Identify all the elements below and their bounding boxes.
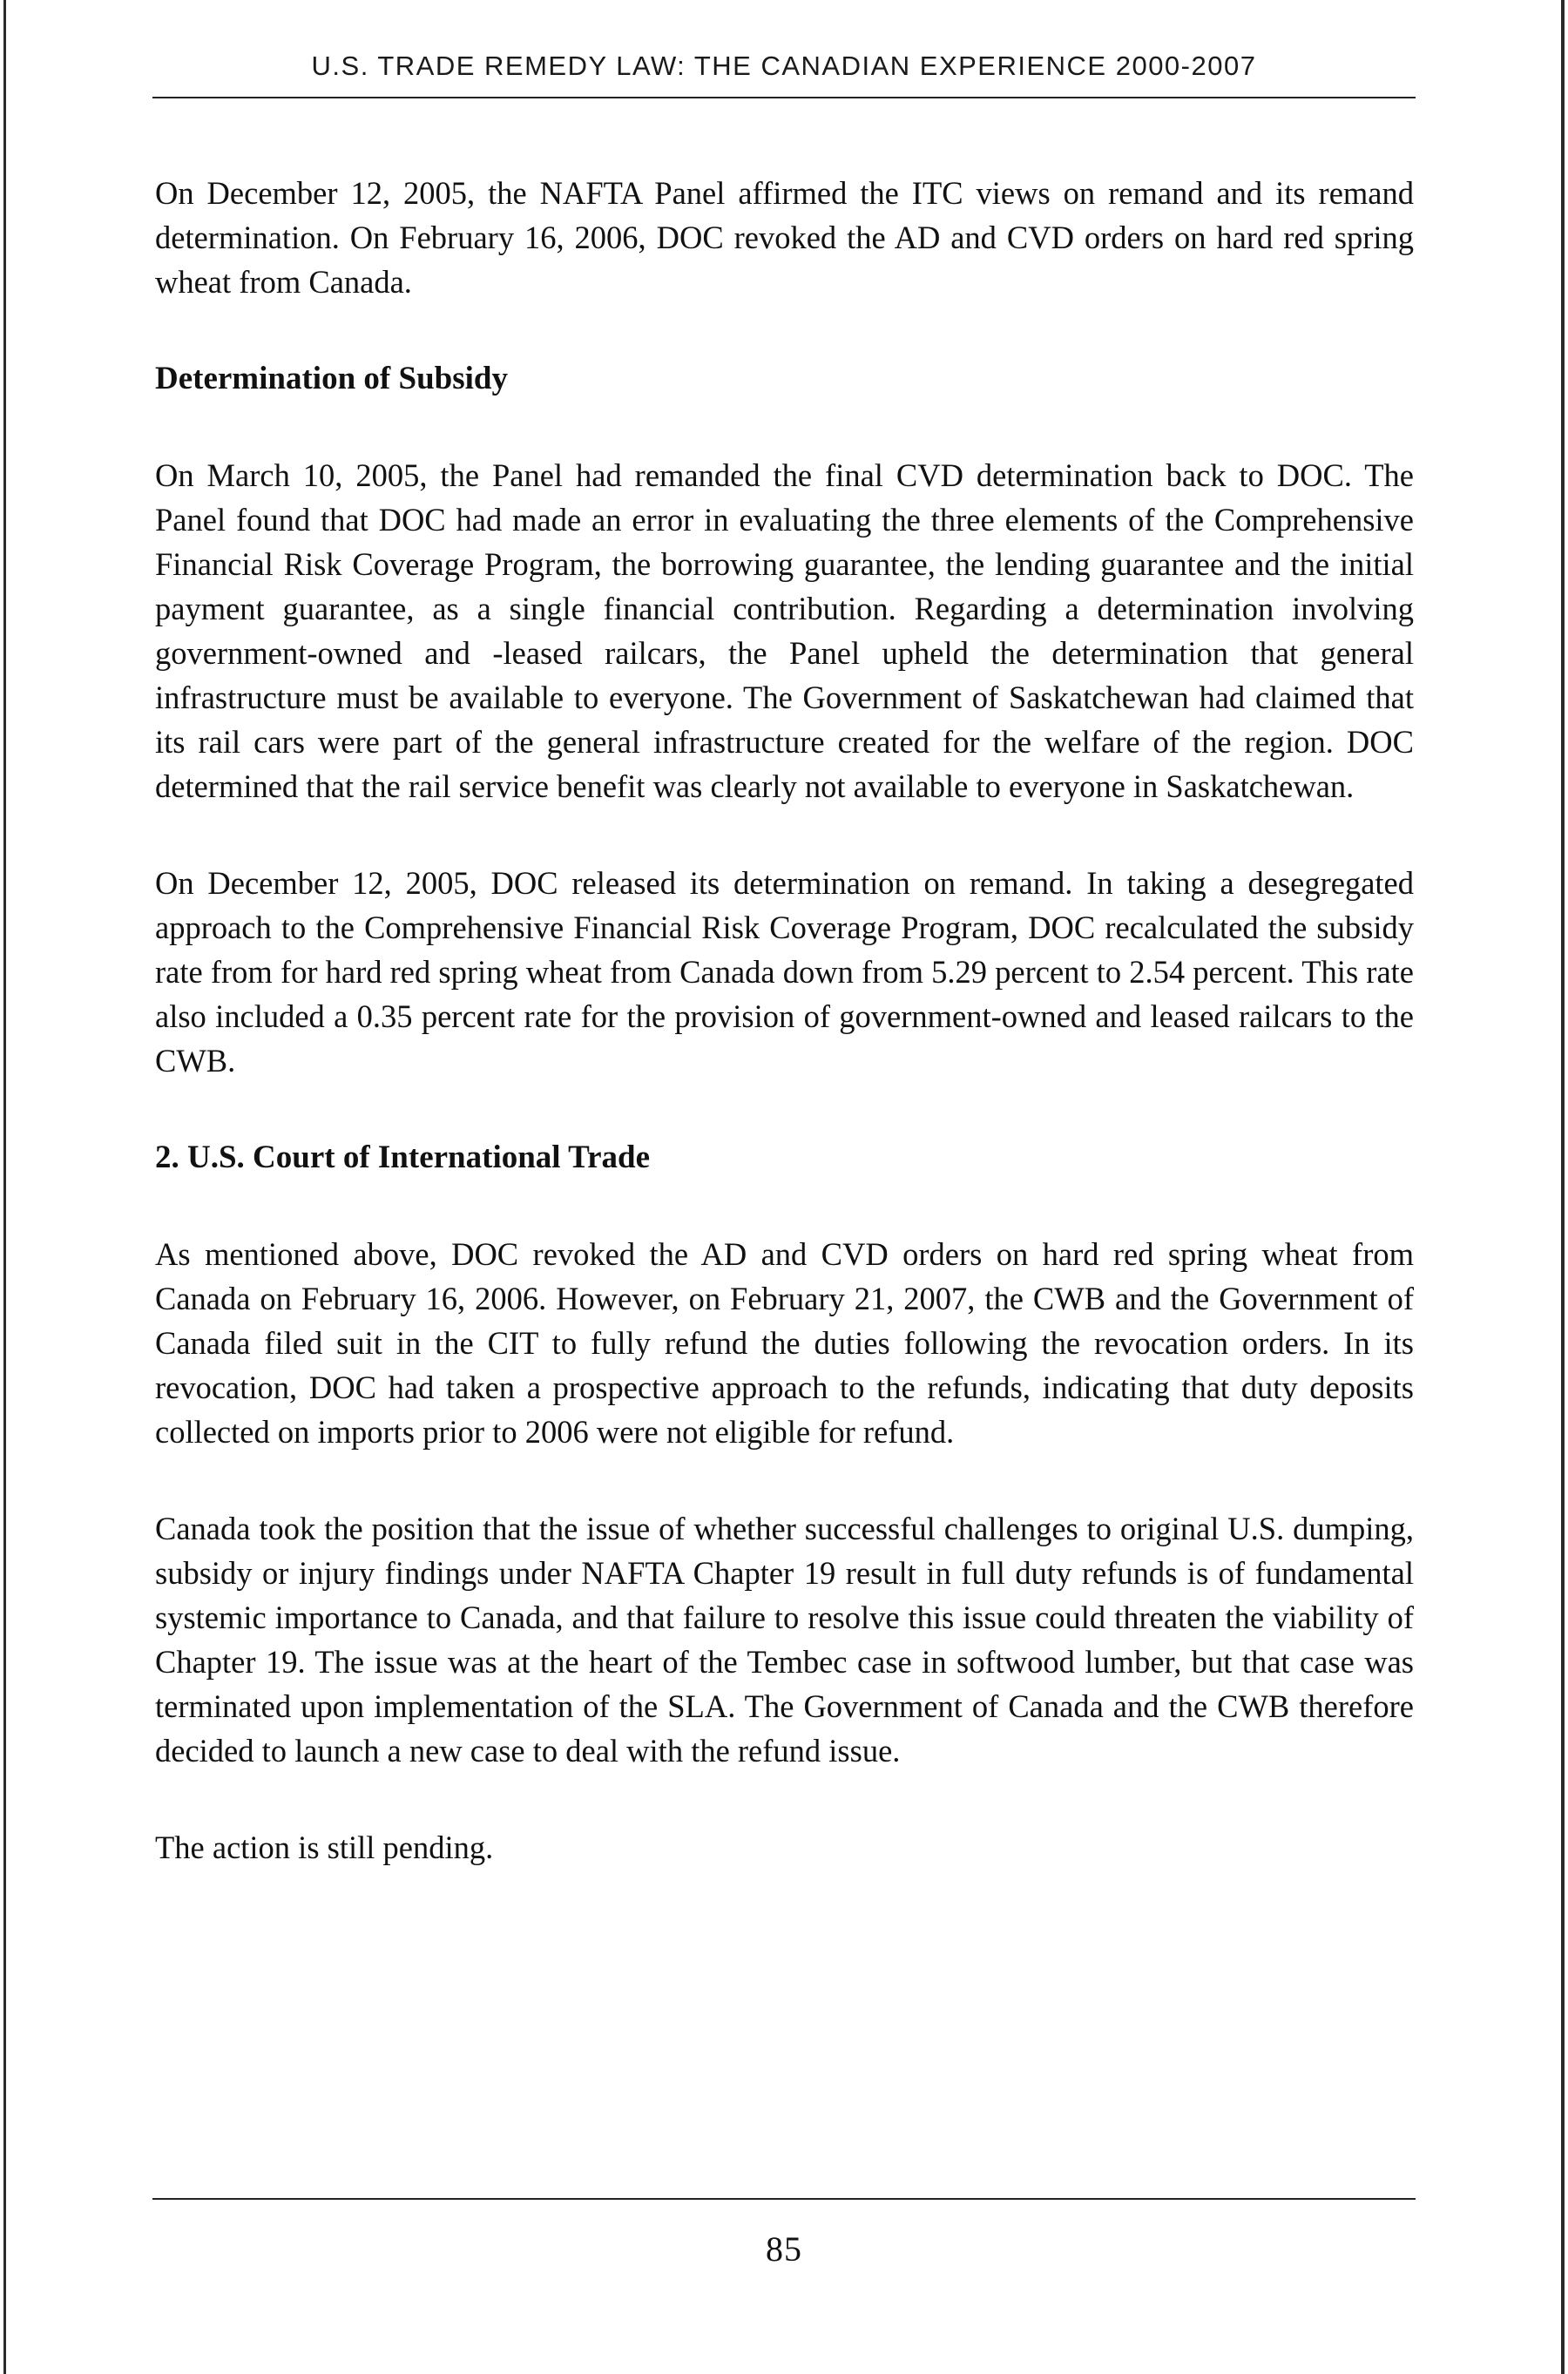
section-heading-determination-of-subsidy: Determination of Subsidy xyxy=(155,361,508,396)
page-body xyxy=(155,171,1414,1922)
scan-right-edge xyxy=(1561,0,1565,2374)
section-heading-court-of-international-trade: 2. U.S. Court of International Trade xyxy=(155,1140,651,1175)
paragraph-panel-remand: On March 10, 2005, the Panel had remanded the final CVD determination back to DOC. The Panel found that DOC had made an error in evaluating the three elements of the Comprehensive Financial Risk Coverage Program, the borrowing guarantee, the lending guarantee and the initial payment guarantee, as a single financial contribution. Regarding a determination involving government-owned and -leased railcars, the Panel upheld the determination that general infrastructure must be available to everyone. The Government of Saskatchewan had claimed that its rail cars were part of the general infrastructure created for the welfare of the region. DOC determined that the rail service benefit was clearly not available to everyone in Saskatchewan. xyxy=(155,457,1414,804)
running-header: U.S. TRADE REMEDY LAW: THE CANADIAN EXPERIENCE 2000-2007 xyxy=(311,51,1257,81)
paragraph-action-pending: The action is still pending. xyxy=(155,1830,494,1865)
paragraph-canada-position: Canada took the position that the issue of whether successful challenges to original U.S. dumping, subsidy or injury findings under NAFTA Chapter 19 result in full duty refunds is of fundamental systemic importance to Canada, and that failure to resolve this issue could threaten the viability of Chapter 19. The issue was at the heart of the Tembec case in softwood lumber, but that case was terminated upon implementation of the SLA. The Government of Canada and the CWB therefore decided to launch a new case to deal with the refund issue. xyxy=(155,1511,1414,1769)
page-number: 85 xyxy=(766,2229,802,2269)
paragraph-doc-remand-determination: On December 12, 2005, DOC released its determination on remand. In taking a desegregated approach to the Comprehensive Financial Risk Coverage Program, DOC recalculated the subsidy rate from for hard red spring wheat from Canada down from 5.29 percent to 2.54 percent. This rate also included a 0.35 percent rate for the provision of government-owned and leased railcars to the CWB. xyxy=(155,865,1414,1079)
paragraph-cit-suit: As mentioned above, DOC revoked the AD and CVD orders on hard red spring wheat from Canada on February 16, 2006. However, on February 21, 2007, the CWB and the Government of Canada filed suit in the CIT to fully refund the duties following the revocation orders. In its revocation, DOC had taken a prospective approach to the refunds, indicating that duty deposits collected on imports prior to 2006 were not eligible for refund. xyxy=(155,1236,1414,1450)
footer-rule xyxy=(152,2198,1416,2200)
header-rule xyxy=(152,97,1416,98)
paragraph-panel-affirmed: On December 12, 2005, the NAFTA Panel affirmed the ITC views on remand and its remand determination. On February 16, 2006, DOC revoked the AD and CVD orders on hard red spring wheat from Canada. xyxy=(155,175,1414,300)
scan-left-edge xyxy=(3,0,6,2374)
